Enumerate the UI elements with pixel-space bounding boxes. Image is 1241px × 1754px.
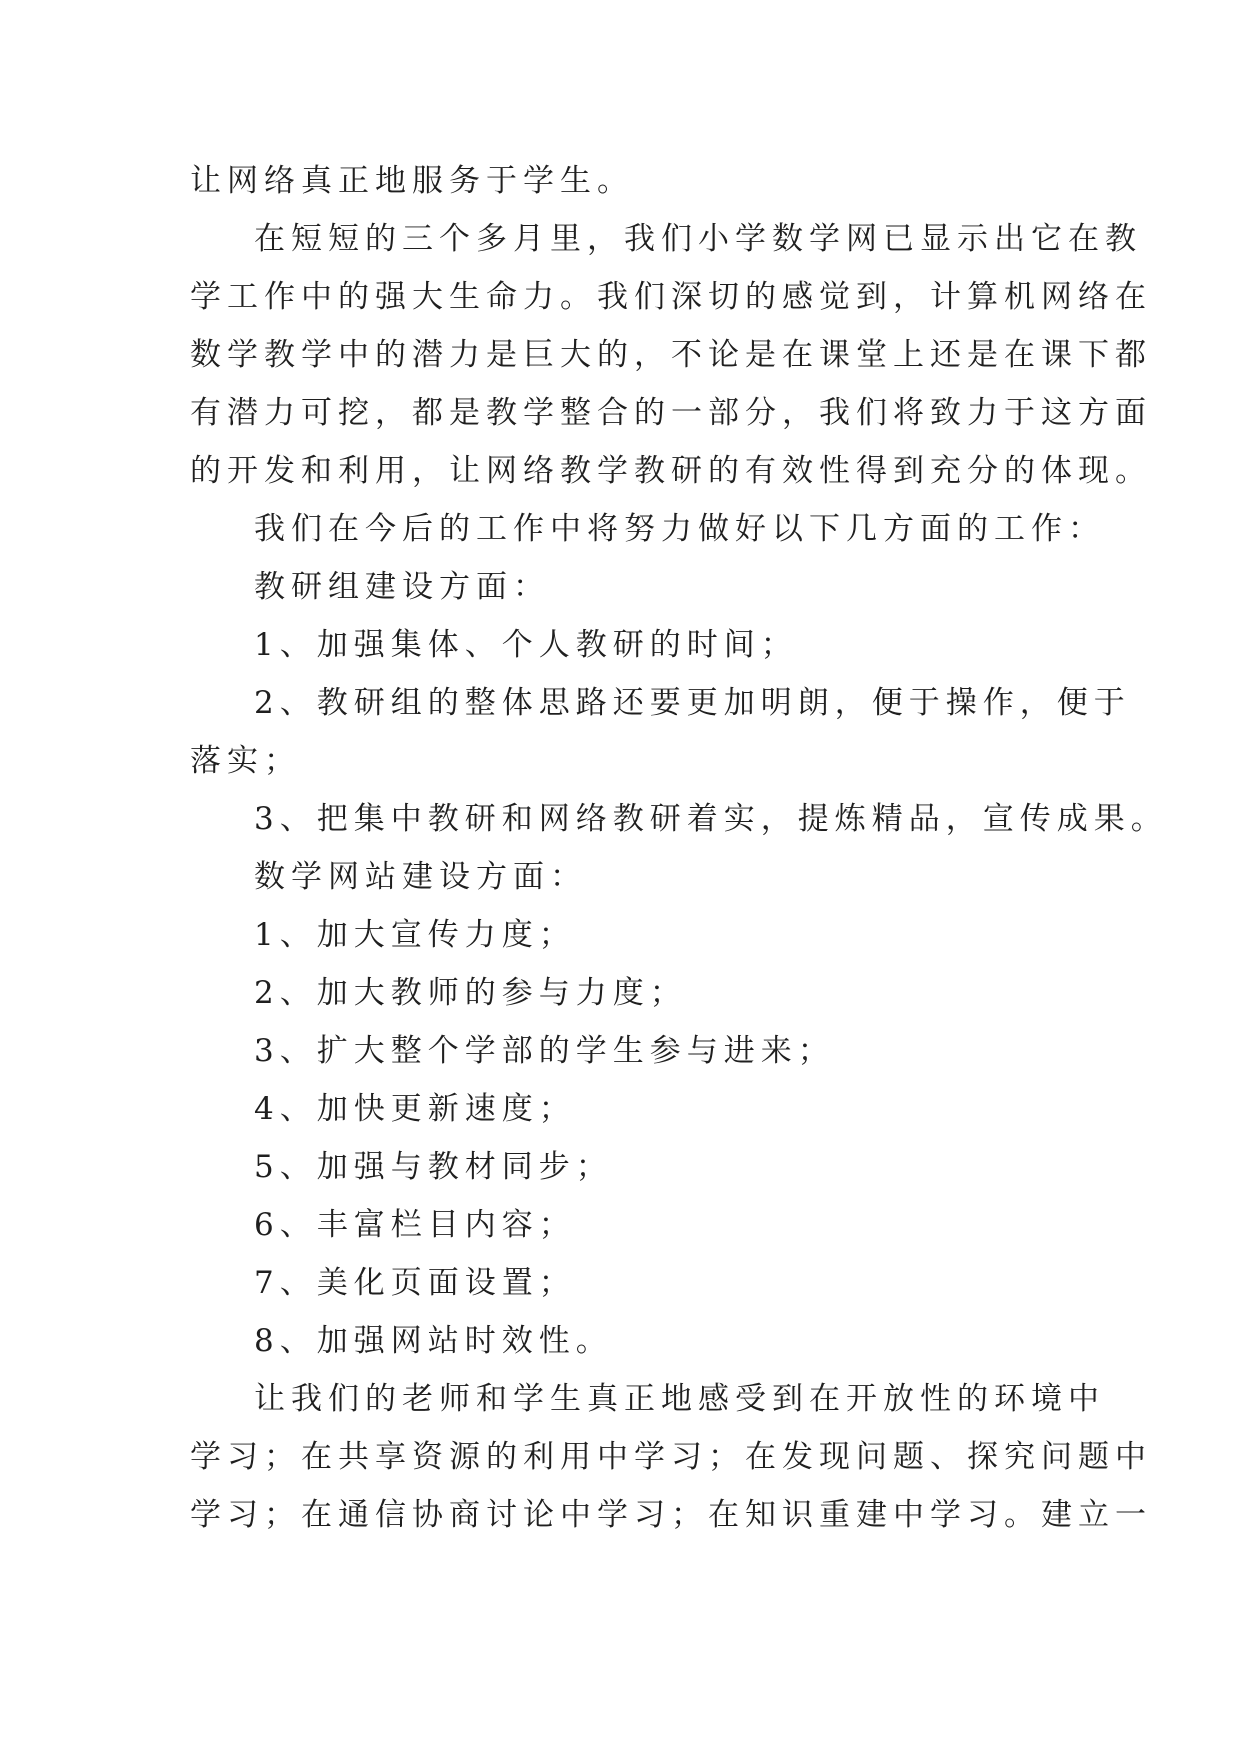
text-line: 让我们的老师和学生真正地感受到在开放性的环境中 xyxy=(254,1381,1105,1417)
list-item: 2、教研组的整体思路还要更加明朗，便于操作，便于 xyxy=(254,685,1131,721)
list-item: 7、美化页面设置； xyxy=(254,1265,576,1301)
list-item: 2、加大教师的参与力度； xyxy=(254,975,687,1011)
text-line: 学习；在共享资源的利用中学习；在发现问题、探究问题中 xyxy=(190,1439,1152,1475)
list-item: 3、扩大整个学部的学生参与进来； xyxy=(254,1033,835,1069)
list-item: 4、加快更新速度； xyxy=(254,1091,576,1127)
text-line: 让网络真正地服务于学生。 xyxy=(190,163,634,199)
text-line: 我们在今后的工作中将努力做好以下几方面的工作： xyxy=(254,511,1105,547)
text-line: 学工作中的强大生命力。我们深切的感觉到，计算机网络在 xyxy=(190,279,1152,315)
list-item-continuation: 落实； xyxy=(190,743,301,779)
text-line: 数学教学中的潜力是巨大的，不论是在课堂上还是在课下都 xyxy=(190,337,1152,373)
list-item: 6、丰富栏目内容； xyxy=(254,1207,576,1243)
list-item: 3、把集中教研和网络教研着实，提炼精品，宣传成果。 xyxy=(254,801,1168,837)
list-item: 1、加大宣传力度； xyxy=(254,917,576,953)
list-item: 8、加强网站时效性。 xyxy=(254,1323,613,1359)
body-text xyxy=(190,152,1168,1544)
list-item: 5、加强与教材同步； xyxy=(254,1149,613,1185)
list-item: 1、加强集体、个人教研的时间； xyxy=(254,627,798,663)
section-heading: 数学网站建设方面： xyxy=(254,859,587,895)
text-line: 在短短的三个多月里，我们小学数学网已显示出它在教 xyxy=(254,221,1142,257)
text-line: 的开发和利用，让网络教学教研的有效性得到充分的体现。 xyxy=(190,453,1152,489)
text-line: 学习；在通信协商讨论中学习；在知识重建中学习。建立一 xyxy=(190,1497,1152,1533)
text-line: 有潜力可挖，都是教学整合的一部分，我们将致力于这方面 xyxy=(190,395,1152,431)
section-heading: 教研组建设方面： xyxy=(254,569,550,605)
